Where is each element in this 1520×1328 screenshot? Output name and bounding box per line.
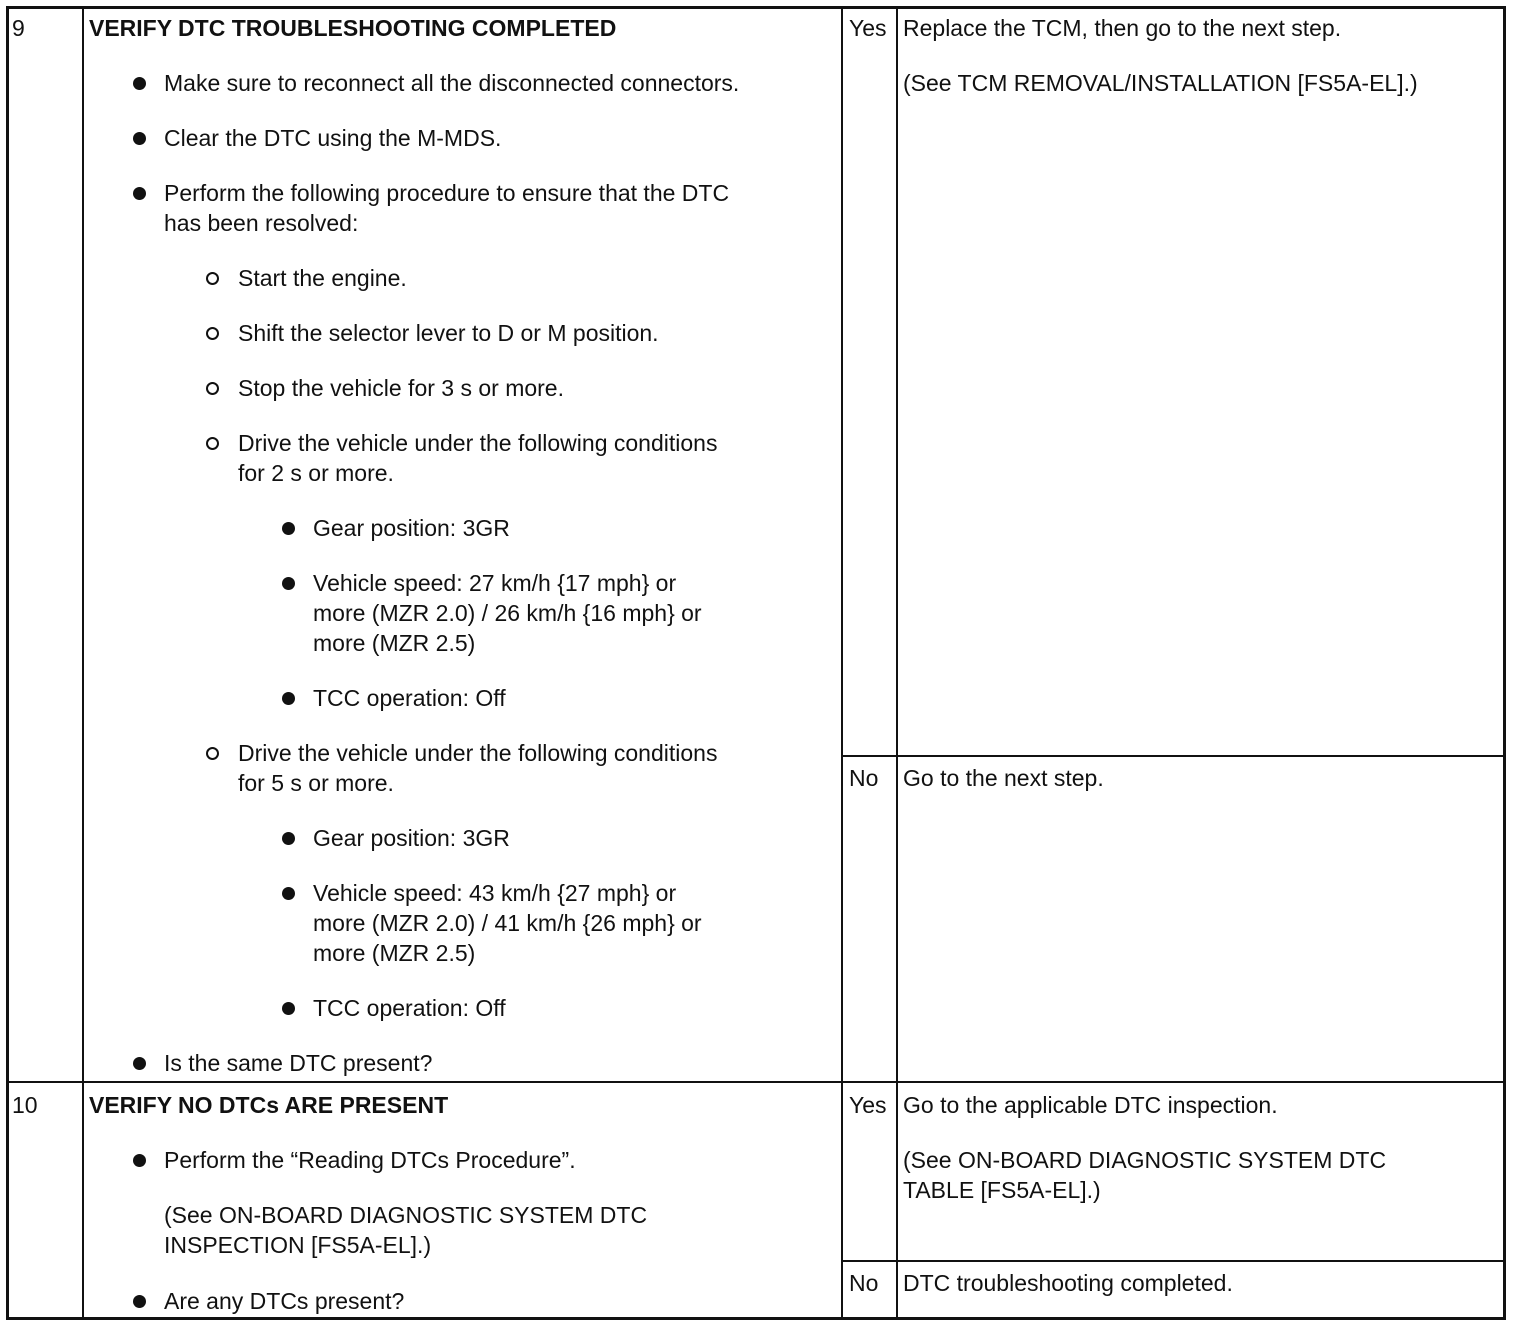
condition: TCC operation: Off [313,995,506,1021]
step-question: Is the same DTC present? [164,1050,433,1076]
bullet-icon [282,577,295,590]
condition-continued: more (MZR 2.5) [313,940,476,966]
no-action: DTC troubleshooting completed. [903,1270,1233,1296]
hollow-bullet-icon [206,437,219,450]
yes-no-divider-row9 [841,755,1506,757]
hollow-bullet-icon [206,327,219,340]
row-divider [6,1081,1506,1083]
bullet-icon [282,692,295,705]
step-instruction: Perform the following procedure to ensure that the DTC [164,180,730,206]
bullet-icon [133,187,146,200]
column-divider-step [82,6,84,1320]
step-title: VERIFY DTC TROUBLESHOOTING COMPLETED [89,15,617,41]
bullet-icon [133,1057,146,1070]
yes-no-divider-row10 [841,1260,1506,1262]
step-number: 10 [12,1092,38,1118]
bullet-icon [133,132,146,145]
condition: Gear position: 3GR [313,515,510,541]
step-instruction-continued: has been resolved: [164,210,359,236]
column-divider-yesno [841,6,843,1320]
hollow-bullet-icon [206,272,219,285]
step-number: 9 [12,15,25,41]
bullet-icon [282,832,295,845]
bullet-icon [282,1002,295,1015]
step-instruction: Clear the DTC using the M-MDS. [164,125,502,151]
sub-instruction: Drive the vehicle under the following conditions [238,430,718,456]
bullet-icon [133,77,146,90]
yes-action-reference: TABLE [FS5A-EL].) [903,1177,1101,1203]
sub-instruction: Shift the selector lever to D or M position. [238,320,659,346]
condition-continued: more (MZR 2.0) / 41 km/h {26 mph} or [313,910,702,936]
yes-action-reference: (See TCM REMOVAL/INSTALLATION [FS5A-EL].) [903,70,1418,96]
bullet-icon [133,1154,146,1167]
sub-instruction: Stop the vehicle for 3 s or more. [238,375,564,401]
step-instruction-reference: INSPECTION [FS5A-EL].) [164,1232,432,1258]
yes-action-reference: (See ON-BOARD DIAGNOSTIC SYSTEM DTC [903,1147,1387,1173]
no-label: No [849,1270,879,1296]
yes-action: Replace the TCM, then go to the next step. [903,15,1342,41]
condition: Gear position: 3GR [313,825,510,851]
hollow-bullet-icon [206,382,219,395]
condition: Vehicle speed: 43 km/h {27 mph} or [313,880,677,906]
yes-label: Yes [849,1092,887,1118]
sub-instruction: Drive the vehicle under the following conditions [238,740,718,766]
yes-action: Go to the applicable DTC inspection. [903,1092,1278,1118]
sub-instruction: Start the engine. [238,265,407,291]
hollow-bullet-icon [206,747,219,760]
sub-instruction-continued: for 5 s or more. [238,770,394,796]
sub-instruction-continued: for 2 s or more. [238,460,394,486]
condition-continued: more (MZR 2.0) / 26 km/h {16 mph} or [313,600,702,626]
step-instruction-reference: (See ON-BOARD DIAGNOSTIC SYSTEM DTC [164,1202,648,1228]
column-divider-action [896,6,898,1320]
step-instruction: Perform the “Reading DTCs Procedure”. [164,1147,576,1173]
step-question: Are any DTCs present? [164,1288,405,1314]
no-label: No [849,765,879,791]
no-action: Go to the next step. [903,765,1104,791]
step-instruction: Make sure to reconnect all the disconnected connectors. [164,70,740,96]
condition: Vehicle speed: 27 km/h {17 mph} or [313,570,677,596]
yes-label: Yes [849,15,887,41]
bullet-icon [133,1295,146,1308]
condition-continued: more (MZR 2.5) [313,630,476,656]
bullet-icon [282,522,295,535]
step-title: VERIFY NO DTCs ARE PRESENT [89,1092,449,1118]
condition: TCC operation: Off [313,685,506,711]
bullet-icon [282,887,295,900]
